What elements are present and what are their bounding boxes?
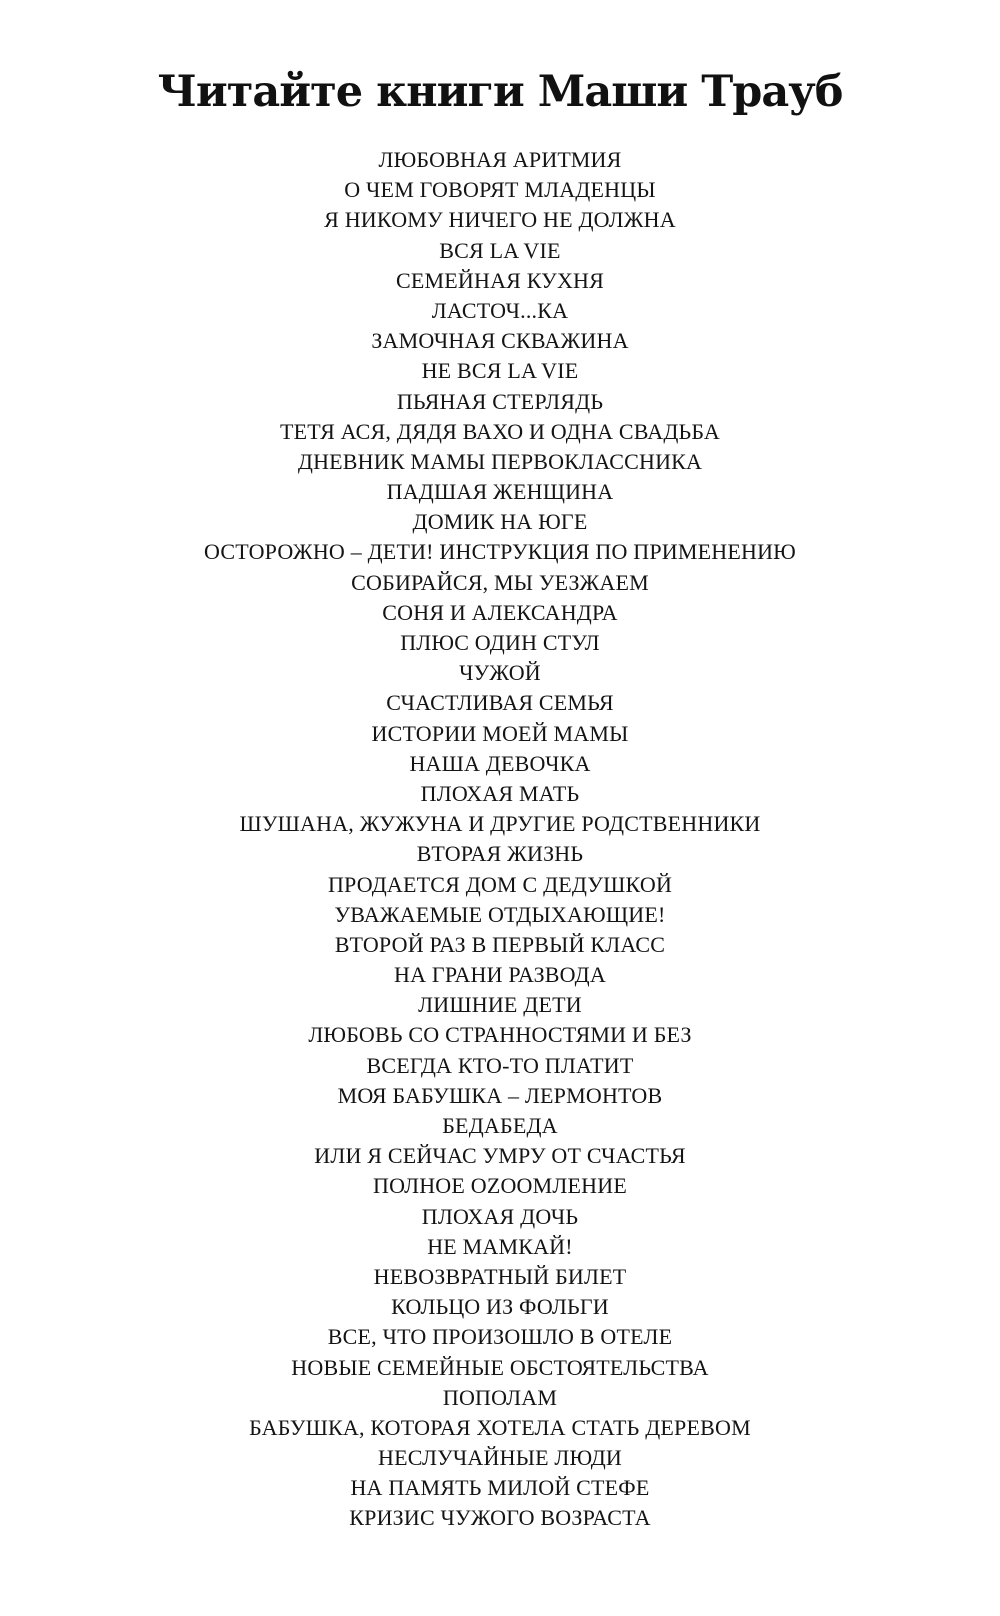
- book-title: НА ПАМЯТЬ МИЛОЙ СТЕФЕ: [350, 1475, 650, 1501]
- book-title: СЧАСТЛИВАЯ СЕМЬЯ: [386, 690, 614, 716]
- book-title: ПАДШАЯ ЖЕНЩИНА: [386, 479, 614, 505]
- book-title: УВАЖАЕМЫЕ ОТДЫХАЮЩИЕ!: [334, 901, 666, 927]
- book-title: ИСТОРИИ МОЕЙ МАМЫ: [371, 720, 629, 746]
- book-title: СОБИРАЙСЯ, МЫ УЕЗЖАЕМ: [351, 569, 649, 595]
- book-title: ОСТОРОЖНО – ДЕТИ! ИНСТРУКЦИЯ ПО ПРИМЕНЕНИЮ: [204, 539, 796, 565]
- book-title: КРИЗИС ЧУЖОГО ВОЗРАСТА: [349, 1505, 651, 1531]
- book-title: НЕСЛУЧАЙНЫЕ ЛЮДИ: [377, 1445, 622, 1471]
- book-title: ДОМИК НА ЮГЕ: [412, 509, 588, 535]
- book-title: ДНЕВНИК МАМЫ ПЕРВОКЛАССНИКА: [297, 448, 703, 474]
- book-title: БЕДАБЕДА: [442, 1113, 558, 1138]
- book-title: НЕ МАМКАЙ!: [427, 1233, 573, 1259]
- book-title: ШУШАНА, ЖУЖУНА И ДРУГИЕ РОДСТВЕННИКИ: [239, 811, 761, 837]
- book-title: ЛЮБОВНАЯ АРИТМИЯ: [378, 147, 622, 172]
- book-title: ПЬЯНАЯ СТЕРЛЯДЬ: [396, 388, 604, 414]
- book-title: СЕМЕЙНАЯ КУХНЯ: [395, 267, 604, 293]
- book-title: ЛЮБОВЬ СО СТРАННОСТЯМИ И БЕЗ: [308, 1022, 692, 1048]
- book-title: ЧУЖОЙ: [459, 660, 541, 686]
- book-title: ПЛЮС ОДИН СТУЛ: [400, 630, 600, 655]
- book-title: О ЧЕМ ГОВОРЯТ МЛАДЕНЦЫ: [344, 177, 656, 203]
- book-title: ВСЕ, ЧТО ПРОИЗОШЛО В ОТЕЛЕ: [327, 1324, 673, 1350]
- book-title: ВСЯ LA VIE: [439, 237, 561, 263]
- book-title: НА ГРАНИ РАЗВОДА: [394, 962, 606, 988]
- book-title: БАБУШКА, КОТОРАЯ ХОТЕЛА СТАТЬ ДЕРЕВОМ: [249, 1414, 751, 1440]
- book-title: ТЕТЯ АСЯ, ДЯДЯ ВАХО И ОДНА СВАДЬБА: [280, 418, 720, 444]
- book-title: ВТОРАЯ ЖИЗНЬ: [416, 841, 584, 867]
- book-title: ПОПОЛАМ: [442, 1384, 558, 1410]
- book-title: НАША ДЕВОЧКА: [409, 750, 591, 776]
- book-title: ВСЕГДА КТО-ТО ПЛАТИТ: [366, 1052, 634, 1078]
- book-title: Я НИКОМУ НИЧЕГО НЕ ДОЛЖНА: [324, 207, 676, 233]
- book-title: ЗАМОЧНАЯ СКВАЖИНА: [371, 328, 629, 354]
- page-title: Читайте книги Маши Трауб: [157, 67, 843, 117]
- book-title: СОНЯ И АЛЕКСАНДРА: [382, 599, 618, 625]
- book-title: ПОЛНОЕ OZOOMЛЕНИЕ: [373, 1173, 627, 1199]
- book-list: [0, 145, 1000, 1534]
- book-title: ЛАСТОЧ...КА: [431, 297, 569, 323]
- book-title: ПЛОХАЯ МАТЬ: [420, 780, 580, 806]
- book-title: КОЛЬЦО ИЗ ФОЛЬГИ: [391, 1294, 609, 1320]
- book-title: ИЛИ Я СЕЙЧАС УМРУ ОТ СЧАСТЬЯ: [314, 1143, 686, 1169]
- book-title: ПРОДАЕТСЯ ДОМ С ДЕДУШКОЙ: [327, 871, 673, 897]
- book-title: НЕ ВСЯ LA VIE: [421, 358, 579, 384]
- book-title: ЛИШНИЕ ДЕТИ: [418, 992, 582, 1018]
- book-title: ПЛОХАЯ ДОЧЬ: [421, 1203, 579, 1229]
- book-title: НЕВОЗВРАТНЫЙ БИЛЕТ: [373, 1263, 627, 1289]
- book-title: МОЯ БАБУШКА – ЛЕРМОНТОВ: [337, 1082, 663, 1108]
- book-title: НОВЫЕ СЕМЕЙНЫЕ ОБСТОЯТЕЛЬСТВА: [291, 1354, 709, 1380]
- book-title: ВТОРОЙ РАЗ В ПЕРВЫЙ КЛАСС: [334, 931, 666, 957]
